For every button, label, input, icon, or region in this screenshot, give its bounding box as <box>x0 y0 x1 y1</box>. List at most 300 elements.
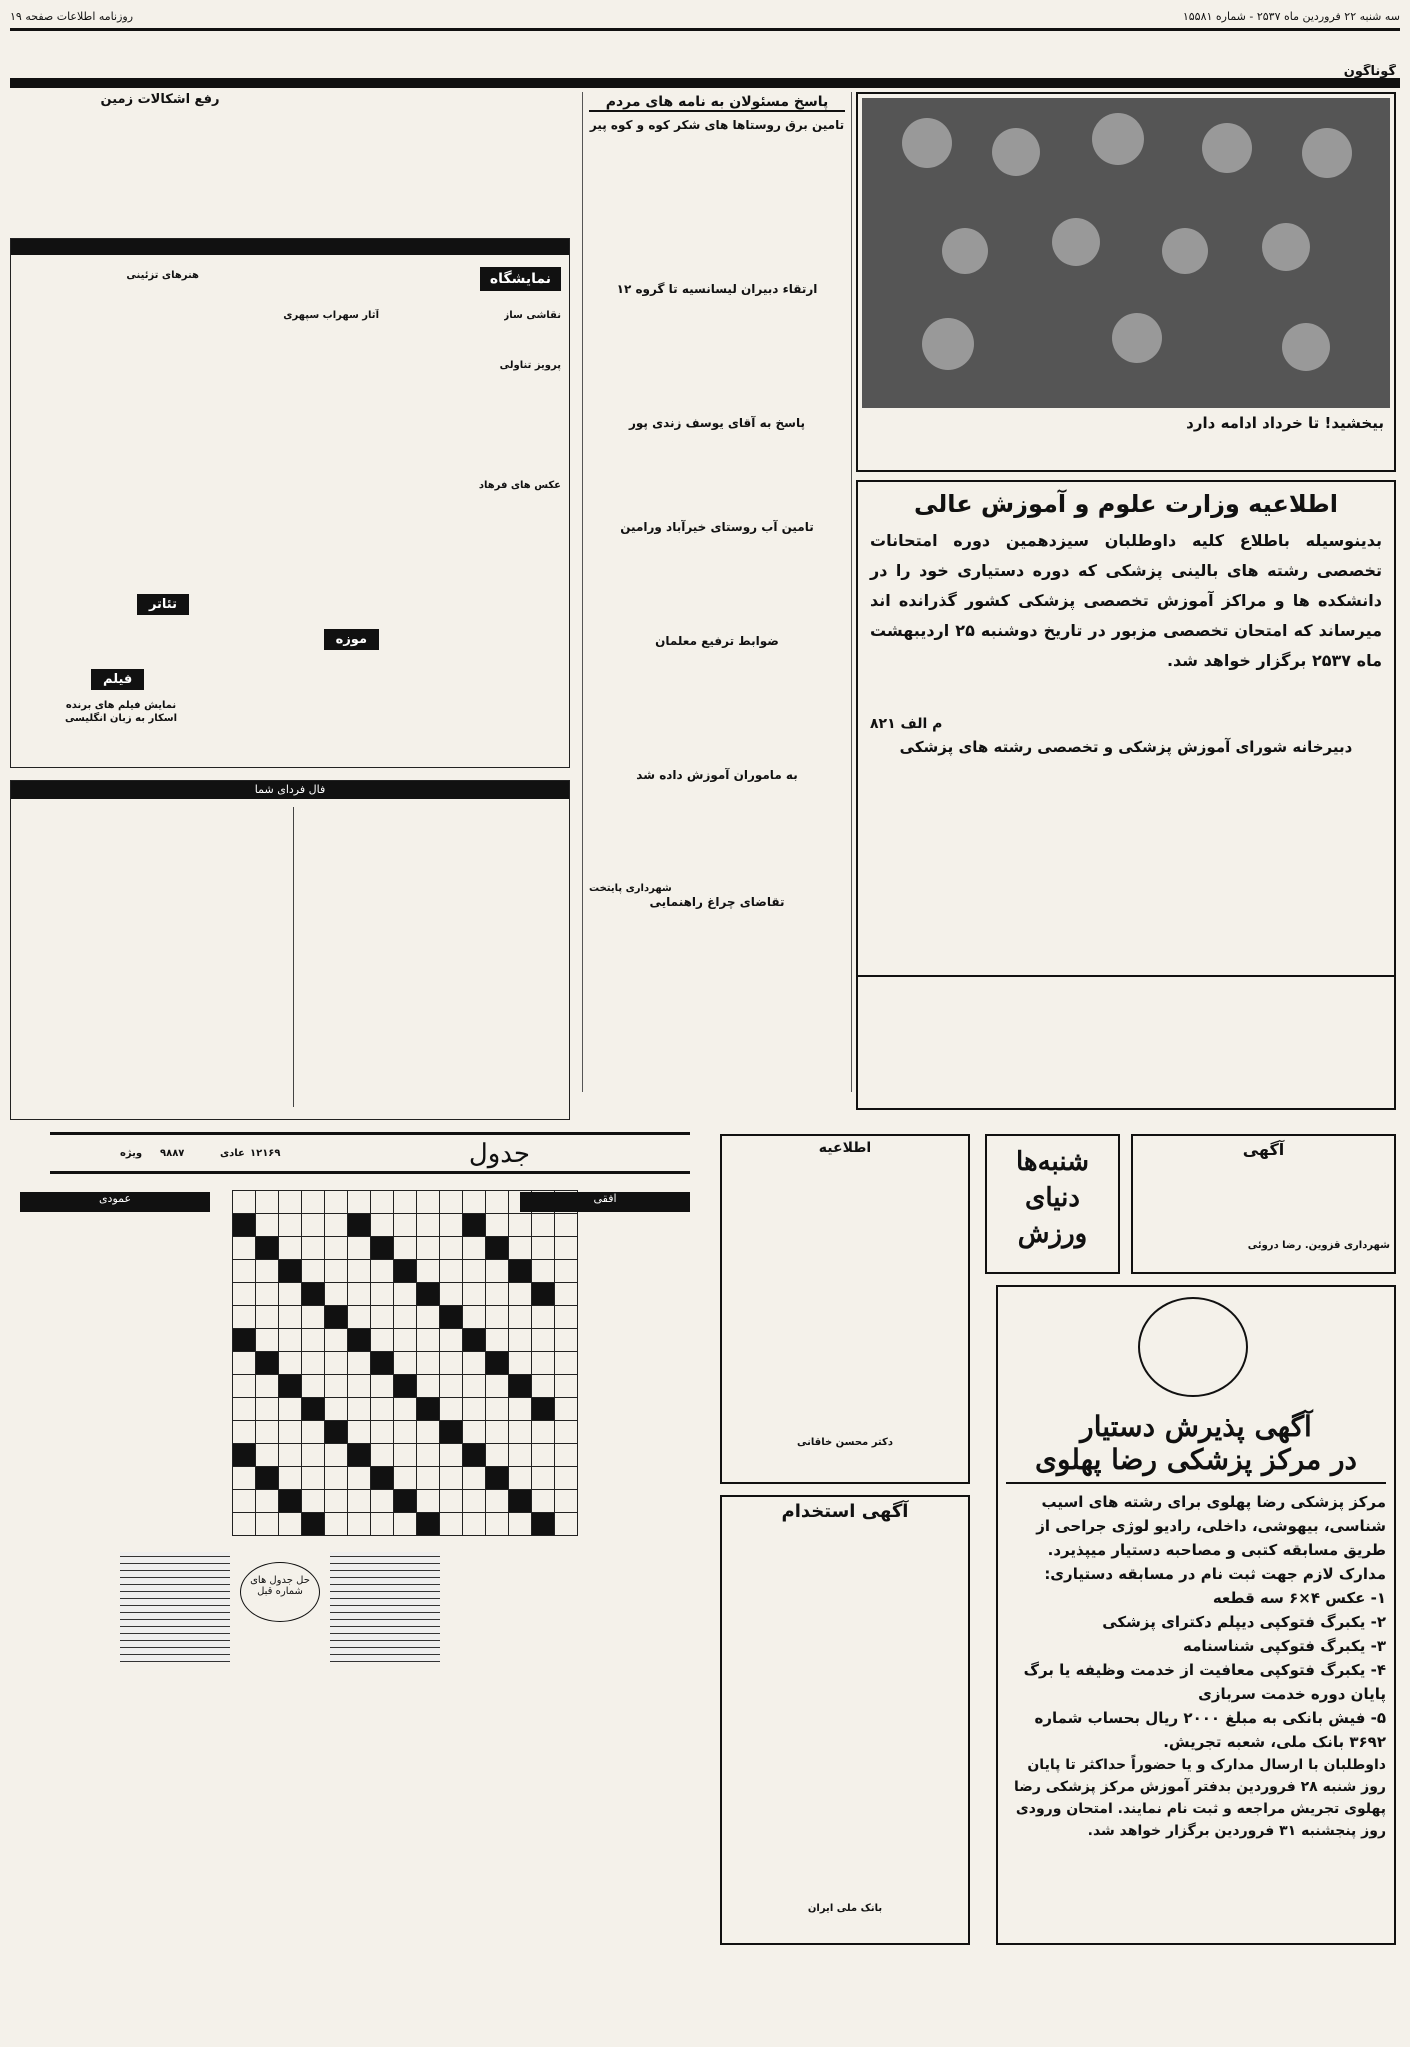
crossword-cell <box>509 1490 532 1513</box>
crossword-cell <box>394 1283 417 1306</box>
crossword-cell <box>532 1490 555 1513</box>
crossword-cell <box>371 1444 394 1467</box>
crossword-cell <box>463 1306 486 1329</box>
crossword-cell <box>348 1490 371 1513</box>
employment-title: آگهی استخدام <box>781 1501 909 1522</box>
residency-item-3: ۳- یکبرگ فتوکپی شناسنامه <box>1183 1637 1386 1655</box>
crossword-cell <box>440 1191 463 1214</box>
exhibition-label: نمایشگاه <box>480 267 561 291</box>
crossword-cell <box>486 1398 509 1421</box>
horoscope-right <box>293 807 563 1107</box>
crossword-cell <box>509 1329 532 1352</box>
crossword-cell <box>302 1260 325 1283</box>
crossword-cell <box>394 1237 417 1260</box>
exhibition-item-2: پرویز تناولی <box>499 360 561 371</box>
letters-column <box>582 92 852 1092</box>
crossword-cell <box>394 1191 417 1214</box>
crossword-cell <box>486 1467 509 1490</box>
crossword-cell <box>417 1398 440 1421</box>
employment-notice <box>720 1495 970 1945</box>
crossword-cell <box>302 1283 325 1306</box>
crossword-cell <box>532 1444 555 1467</box>
ministry-notice-body: بدینوسیله باطلاع کلیه داوطلبان سیزدهمین دوره امتحانات تخصصی رشته های بالینی پزشکی که دوره دستیاری خود را در دانشکده ها و مراکز آموزش تخصصی پزشکی کشور گذرانده اند میرساند که امتحان تخصصی مزبور در تاریخ دوشنبه ۲۵ اردیبهشت ماه ۲۵۳۷ برگزار خواهد شد. <box>870 531 1383 670</box>
crossword-cell <box>555 1283 578 1306</box>
agahi-small-signature: شهرداری قزوین. رضا دروئی <box>1247 1240 1390 1251</box>
crossword-cell <box>233 1237 256 1260</box>
crossword-cell <box>279 1283 302 1306</box>
crossword-cell <box>555 1329 578 1352</box>
crossword-cell <box>555 1467 578 1490</box>
horoscope-left <box>17 807 287 1107</box>
crossword-cell <box>371 1329 394 1352</box>
crossword-cell <box>256 1214 279 1237</box>
crossword-cell <box>509 1513 532 1536</box>
crossword-cell <box>440 1306 463 1329</box>
crossword-cell <box>348 1467 371 1490</box>
crossword-cell <box>509 1444 532 1467</box>
crossword-cell <box>417 1444 440 1467</box>
crossword-cell <box>279 1421 302 1444</box>
crossword-cell <box>532 1421 555 1444</box>
crossword-cell <box>509 1352 532 1375</box>
crossword-cell <box>532 1398 555 1421</box>
crossword-cell <box>555 1375 578 1398</box>
crossword-cell <box>325 1306 348 1329</box>
crossword-cell <box>348 1421 371 1444</box>
crossword-cell <box>279 1398 302 1421</box>
crossword-cell <box>302 1490 325 1513</box>
crossword-cell <box>371 1467 394 1490</box>
crossword-title: جدول <box>468 1139 530 1169</box>
crossword-cell <box>302 1467 325 1490</box>
crossword-cell <box>463 1283 486 1306</box>
crossword-cell <box>371 1352 394 1375</box>
masthead-rule <box>10 28 1400 31</box>
crossword-cell <box>279 1467 302 1490</box>
crossword-cell <box>555 1444 578 1467</box>
crossword-cell <box>440 1237 463 1260</box>
crossword-cell <box>325 1444 348 1467</box>
crossword-cell <box>440 1329 463 1352</box>
sports-box <box>985 1134 1120 1274</box>
crossword-cell <box>463 1398 486 1421</box>
mazandaran-signature: دکتر محسن خاقانی <box>797 1437 893 1448</box>
letters-headline-2: ارتقاء دبیران لیسانسیه تا گروه ۱۲ <box>616 282 818 296</box>
letters-title: پاسخ مسئولان به نامه های مردم <box>589 94 845 112</box>
crossword-cell <box>371 1398 394 1421</box>
crossword-cell <box>394 1421 417 1444</box>
crossword-cell <box>509 1237 532 1260</box>
crossword-cell <box>440 1490 463 1513</box>
crossword-cell <box>302 1352 325 1375</box>
crossword-cell <box>371 1513 394 1536</box>
crossword-cell <box>486 1513 509 1536</box>
crossword-cell <box>417 1513 440 1536</box>
residency-item-5: ۵- فیش بانکی به مبلغ ۲۰۰۰ ریال بحساب شماره ۳۶۹۲ بانک ملی، شعبه تجریش. <box>1034 1709 1386 1751</box>
photo-story <box>856 92 1396 472</box>
crossword-cell <box>302 1444 325 1467</box>
residency-closing: داوطلبان با ارسال مدارک و یا حضوراً حداکثر تا پایان روز شنبه ۲۸ فروردین بدفتر آموزش مرکز پزشکی رضا پهلوی تجریش مراجعه و ثبت نام نمایند. امتحان ورودی روز پنجشنبه ۳۱ فروردین برگزار خواهد شد. <box>1014 1757 1386 1839</box>
crossword-cell <box>509 1421 532 1444</box>
crossword-cell <box>325 1260 348 1283</box>
crossword-cell <box>348 1237 371 1260</box>
crossword-cell <box>348 1398 371 1421</box>
ministry-notice-signature: دبیرخانه شورای آموزش پزشکی و تخصصی رشته های پزشکی <box>899 738 1353 756</box>
crossword-cell <box>394 1513 417 1536</box>
horizontal-clues-label: افقی <box>520 1192 690 1212</box>
masthead-bar <box>10 78 1400 88</box>
crossword-cell <box>555 1513 578 1536</box>
crossword-cell <box>440 1444 463 1467</box>
crossword-cell <box>417 1490 440 1513</box>
crossword-cell <box>256 1398 279 1421</box>
crossword-cell <box>532 1260 555 1283</box>
film-item: نمایش فیلم های برنده اسکار به زبان انگلیسی <box>64 700 178 724</box>
crossword-cell <box>486 1421 509 1444</box>
residency-title-2: در مرکز پزشکی رضا پهلوی <box>1006 1443 1386 1484</box>
crossword-cell <box>509 1214 532 1237</box>
residency-title-1: آگهی پذیرش دستیار <box>1080 1410 1312 1443</box>
crossword-cell <box>325 1421 348 1444</box>
crossword-cell <box>394 1214 417 1237</box>
employment-signature: بانک ملی ایران <box>807 1903 883 1914</box>
crossword-cell <box>233 1352 256 1375</box>
crossword-cell <box>486 1329 509 1352</box>
solution-label: حل جدول های شماره قبل <box>240 1562 320 1622</box>
crossword-cell <box>233 1306 256 1329</box>
crossword-cell <box>256 1444 279 1467</box>
crossword-cell <box>302 1513 325 1536</box>
crossword-cell <box>325 1375 348 1398</box>
crossword-cell <box>233 1329 256 1352</box>
crossword-cell <box>509 1283 532 1306</box>
crossword-cell <box>440 1283 463 1306</box>
crossword-cell <box>440 1214 463 1237</box>
crossword-cell <box>348 1329 371 1352</box>
crossword-cell <box>532 1375 555 1398</box>
sports-line-1: شنبه‌ها <box>1015 1147 1090 1177</box>
group-photo <box>862 98 1390 408</box>
crossword-cell <box>555 1237 578 1260</box>
crossword-section <box>10 1132 710 2037</box>
crossword-cell <box>233 1214 256 1237</box>
crossword-cell <box>417 1375 440 1398</box>
crossword-cell <box>325 1467 348 1490</box>
crossword-cell <box>463 1421 486 1444</box>
crossword-cell <box>233 1375 256 1398</box>
residency-ad <box>996 1285 1396 1945</box>
crossword-cell <box>256 1375 279 1398</box>
section-title: گوناگون <box>1343 64 1396 79</box>
crossword-cell <box>279 1237 302 1260</box>
crossword-cell <box>325 1191 348 1214</box>
crossword-cell <box>256 1283 279 1306</box>
crossword-cell <box>371 1421 394 1444</box>
crossword-cell <box>233 1421 256 1444</box>
crossword-cell <box>325 1352 348 1375</box>
crossword-cell <box>302 1329 325 1352</box>
crossword-cell <box>233 1398 256 1421</box>
crossword-cell <box>463 1214 486 1237</box>
crossword-cell <box>348 1513 371 1536</box>
mazandaran-notice <box>720 1134 970 1484</box>
crossword-cell <box>233 1490 256 1513</box>
museum-label: موزه <box>324 629 379 650</box>
crossword-cell <box>509 1398 532 1421</box>
agahi-small <box>1131 1134 1396 1274</box>
crossword-cell <box>348 1375 371 1398</box>
crossword-cell <box>463 1260 486 1283</box>
crossword-cell <box>325 1283 348 1306</box>
crossword-cell <box>509 1306 532 1329</box>
crossword-cell <box>463 1329 486 1352</box>
ministry-notice-box <box>856 480 1396 1110</box>
crossword-cell <box>325 1513 348 1536</box>
theatre-label: تئاتر <box>137 594 189 615</box>
crossword-cell <box>440 1421 463 1444</box>
crossword-cell <box>417 1214 440 1237</box>
crossword-cell <box>417 1306 440 1329</box>
crossword-cell <box>256 1260 279 1283</box>
land-issues <box>10 92 310 212</box>
crossword-cell <box>279 1444 302 1467</box>
solution-grid-1 <box>330 1552 440 1662</box>
residency-item-2: ۲- یکبرگ فتوکپی دیپلم دکترای پزشکی <box>1102 1613 1386 1631</box>
crossword-cell <box>256 1467 279 1490</box>
crossword-cell <box>233 1513 256 1536</box>
crossword-cell <box>279 1191 302 1214</box>
crossword-cell <box>325 1490 348 1513</box>
crossword-cell <box>256 1421 279 1444</box>
crossword-grid <box>232 1190 578 1536</box>
letters-headline-6: به ماموران آموزش داده شد <box>636 768 798 782</box>
crossword-cell <box>509 1375 532 1398</box>
residency-intro: مرکز پزشکی رضا پهلوی برای رشته های اسیب شناسی، بیهوشی، داخلی، رادیو لوژی جراحی از طریق مسابقه کتبی و مصاحبه دستیار میپذیرد. <box>1036 1493 1386 1559</box>
crossword-cell <box>233 1444 256 1467</box>
residency-docs-label: مدارک لازم جهت ثبت نام در مسابقه دستیاری: <box>1044 1565 1386 1583</box>
crossword-cell <box>486 1306 509 1329</box>
crossword-cell <box>371 1191 394 1214</box>
crossword-cell <box>486 1237 509 1260</box>
crossword-cell <box>394 1260 417 1283</box>
exhibition-item-3: عکس های فرهاد <box>478 480 561 491</box>
crossword-cell <box>348 1191 371 1214</box>
crossword-cell <box>417 1352 440 1375</box>
crossword-cell <box>394 1444 417 1467</box>
crossword-cell <box>509 1260 532 1283</box>
exhibition-item-1: نقاشی ساز <box>503 310 561 321</box>
crossword-cell <box>233 1283 256 1306</box>
crossword-cell <box>417 1260 440 1283</box>
crossword-cell <box>440 1352 463 1375</box>
crossword-cell <box>555 1306 578 1329</box>
horoscope-title: فال فردای شما <box>254 783 326 796</box>
crossword-cell <box>256 1191 279 1214</box>
crossword-cell <box>463 1490 486 1513</box>
mazandaran-title: اطلاعیه <box>818 1140 872 1156</box>
culture-guide-bar <box>11 239 569 255</box>
crossword-cell <box>371 1375 394 1398</box>
crossword-cell <box>486 1352 509 1375</box>
crossword-cell <box>279 1329 302 1352</box>
crossword-cell <box>555 1398 578 1421</box>
crossword-cell <box>463 1191 486 1214</box>
crossword-cell <box>371 1260 394 1283</box>
crossword-cell <box>417 1329 440 1352</box>
crossword-cell <box>325 1398 348 1421</box>
crossword-cell <box>348 1214 371 1237</box>
crossword-cell <box>302 1214 325 1237</box>
crossword-cell <box>256 1490 279 1513</box>
crossword-cell <box>417 1467 440 1490</box>
crossword-cell <box>463 1375 486 1398</box>
exhibition-item-4: آثار سهراب سپهری <box>283 310 379 321</box>
crossword-cell <box>486 1283 509 1306</box>
crossword-cell <box>279 1513 302 1536</box>
crossword-cell <box>440 1375 463 1398</box>
horoscope <box>10 780 570 1120</box>
crossword-cell <box>394 1375 417 1398</box>
crossword-type-label: ویژه <box>120 1148 143 1159</box>
crossword-cell <box>532 1352 555 1375</box>
crossword-cell <box>463 1237 486 1260</box>
crossword-cell <box>394 1398 417 1421</box>
letters-headline-5: ضوابط ترفیع معلمان <box>655 634 779 648</box>
residency-item-4: ۴- یکبرگ فتوکپی معافیت از خدمت وظیفه یا برگ پایان دوره خدمت سربازی <box>1023 1661 1386 1703</box>
photo-caption: بیخشید! تا خرداد ادامه دارد <box>1186 414 1384 432</box>
crossword-cell <box>279 1260 302 1283</box>
crossword-cell <box>302 1421 325 1444</box>
crossword-cell <box>371 1490 394 1513</box>
crossword-cell <box>394 1306 417 1329</box>
crossword-cell <box>371 1214 394 1237</box>
crossword-cell <box>256 1306 279 1329</box>
crossword-cell <box>509 1467 532 1490</box>
vertical-clues-label: عمودی <box>20 1192 210 1212</box>
crossword-cell <box>394 1329 417 1352</box>
crossword-cell <box>348 1352 371 1375</box>
crossword-cell <box>532 1467 555 1490</box>
crossword-cell <box>302 1237 325 1260</box>
crossword-cell <box>325 1329 348 1352</box>
crossword-cell <box>463 1513 486 1536</box>
sports-line-3: ورزش <box>1017 1219 1088 1249</box>
crossword-cell <box>394 1352 417 1375</box>
ministry-notice-code: م الف ۸۲۱ <box>870 716 943 732</box>
crossword-cell <box>463 1444 486 1467</box>
crossword-cell <box>440 1513 463 1536</box>
solution-grid-2 <box>120 1552 230 1662</box>
crossword-cell <box>279 1490 302 1513</box>
crossword-cell <box>440 1260 463 1283</box>
crossword-cell <box>486 1191 509 1214</box>
crossword-cell <box>233 1467 256 1490</box>
crossword-cell <box>555 1352 578 1375</box>
issue-date: سه شنبه ۲۲ فروردین ماه ۲۵۳۷ - شماره ۱۵۵۸۱ <box>1182 10 1400 23</box>
crossword-cell <box>233 1191 256 1214</box>
crossword-cell <box>256 1237 279 1260</box>
agahi-small-title: آگهی <box>1242 1140 1285 1159</box>
crossword-cell <box>348 1444 371 1467</box>
crossword-cell <box>532 1283 555 1306</box>
crossword-cell <box>371 1283 394 1306</box>
crossword-cell <box>348 1260 371 1283</box>
land-issues-title: رفع اشکالات زمین <box>100 92 220 107</box>
crossword-cell <box>417 1191 440 1214</box>
residency-item-1: ۱- عکس ۴×۶ سه قطعه <box>1212 1589 1386 1607</box>
letters-signature: شهرداری پایتخت <box>589 883 672 894</box>
crossword-cell <box>302 1398 325 1421</box>
page-number: روزنامه اطلاعات صفحه ۱۹ <box>10 10 134 23</box>
crossword-cell <box>256 1352 279 1375</box>
crossword-cell <box>302 1375 325 1398</box>
crossword-cell <box>279 1375 302 1398</box>
crossword-cell <box>279 1306 302 1329</box>
crossword-cell <box>348 1283 371 1306</box>
letters-headline-3: پاسخ به آقای یوسف زندی پور <box>628 416 805 430</box>
emblem-icon <box>1138 1297 1248 1397</box>
crossword-cell <box>486 1260 509 1283</box>
crossword-cell <box>394 1490 417 1513</box>
crossword-cell <box>486 1214 509 1237</box>
crossword-cell <box>555 1214 578 1237</box>
crossword-cell <box>279 1352 302 1375</box>
crossword-cell <box>555 1260 578 1283</box>
crossword-cell <box>463 1352 486 1375</box>
crossword-cell <box>532 1214 555 1237</box>
crossword-cell <box>555 1490 578 1513</box>
art-label: هنرهای تزئینی <box>126 270 199 281</box>
crossword-cell <box>440 1398 463 1421</box>
ministry-notice-title: اطلاعیه وزارت علوم و آموزش عالی <box>914 490 1338 518</box>
crossword-cell <box>233 1260 256 1283</box>
crossword-cell <box>371 1237 394 1260</box>
crossword-type-number: ۹۸۸۷ <box>160 1148 185 1159</box>
crossword-normal-label: عادی <box>220 1148 245 1159</box>
crossword-cell <box>325 1237 348 1260</box>
crossword-cell <box>532 1237 555 1260</box>
crossword-cell <box>325 1214 348 1237</box>
crossword-cell <box>463 1467 486 1490</box>
crossword-cell <box>486 1444 509 1467</box>
film-label: فیلم <box>91 669 144 690</box>
crossword-cell <box>417 1421 440 1444</box>
crossword-cell <box>417 1237 440 1260</box>
crossword-cell <box>532 1306 555 1329</box>
crossword-cell <box>440 1467 463 1490</box>
letters-headline-1: تامین برق روستاها های شکر کوه و کوه پیر <box>589 118 845 132</box>
crossword-cell <box>486 1375 509 1398</box>
crossword-cell <box>532 1329 555 1352</box>
photo-text <box>868 436 1384 466</box>
sports-line-2: دنیای <box>1025 1183 1080 1213</box>
crossword-cell <box>348 1306 371 1329</box>
crossword-cell <box>394 1467 417 1490</box>
crossword-cell <box>302 1306 325 1329</box>
crossword-cell <box>371 1306 394 1329</box>
crossword-cell <box>256 1513 279 1536</box>
crossword-cell <box>532 1513 555 1536</box>
culture-guide <box>10 238 570 768</box>
crossword-cell <box>417 1283 440 1306</box>
crossword-normal-number: ۱۲۱۶۹ <box>250 1148 281 1159</box>
crossword-cell <box>555 1421 578 1444</box>
crossword-cell <box>486 1490 509 1513</box>
letters-headline-7: تقاضای چراغ راهنمایی <box>649 895 785 909</box>
letters-headline-4: تامین آب روستای خیرآباد ورامین <box>620 520 814 534</box>
crossword-cell <box>279 1214 302 1237</box>
crossword-cell <box>256 1329 279 1352</box>
